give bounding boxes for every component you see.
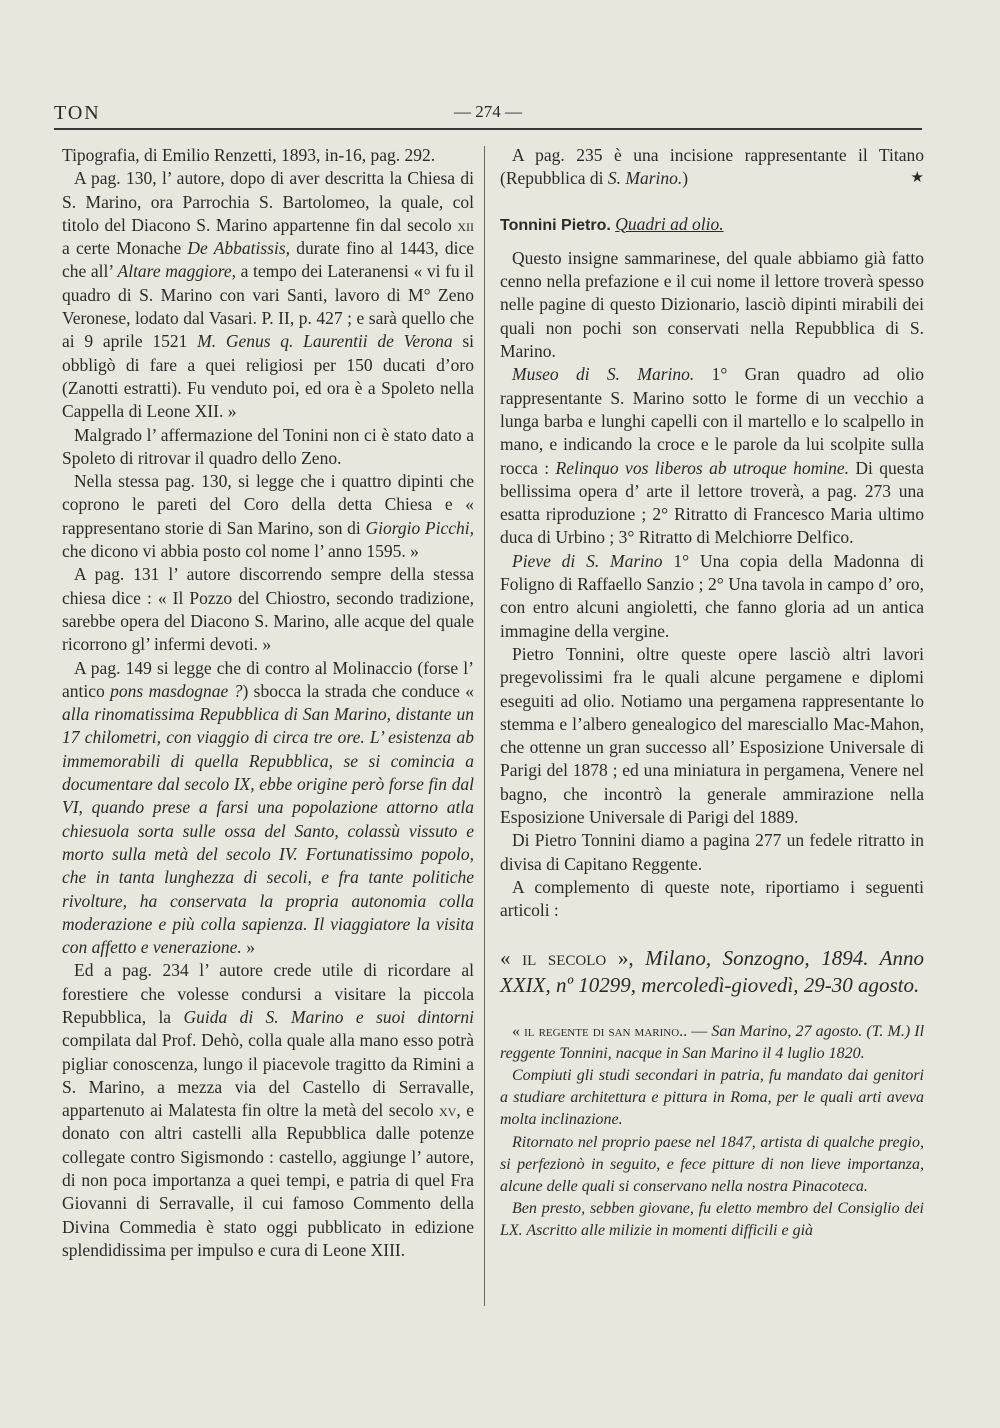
section-label: TON — [54, 102, 101, 124]
paragraph: Pietro Tonnini, oltre queste opere lasciò altri lavori pregevolissimi fra le quali alcune pergamene e diplomi eseguiti ad olio. Notiamo una pergamena rappresentante lo stemma e l’albero genealogico del maresciallo Mac-Mahon, che ottenne un gran successo all’ Esposizione Universale di Parigi del 1878 ; ed una miniatura in pergamena, Venere nel bagno, che incontrò la generale ammirazione nella Esposizione Universale di Parigi del 1889. — [500, 643, 924, 828]
paragraph: A pag. 131 l’ autore discorrendo sempre della stessa chiesa dice : « Il Pozzo del Chiostro, secondo tradizione, sarebbe opera del Diacono S. Marino, alle acque del quale ricorrono gl’ infermi devoti. » — [62, 564, 474, 655]
paragraph: Questo insigne sammarinese, del quale abbiamo già fatto cenno nella prefazione e il cui nome il lettore troverà spesso nelle pagine di questo Dizionario, lasciò dipinti mirabili dei quali non pochi son conservati nella Repubblica di S. Marino. — [500, 247, 924, 362]
paragraph: Di Pietro Tonnini diamo a pagina 277 un fedele ritratto in divisa di Capitano Reggente. — [500, 830, 924, 874]
paragraph: « il regente di san marino.. — San Marino, 27 agosto. (T. M.) Il reggente Tonnini, nacque in San Marino il 4 luglio 1820. — [500, 1022, 925, 1062]
paragraph: Nella stessa pag. 130, si legge che i quattro dipinti che coprono le pareti del Coro della detta Chiesa e « rappresentano storie di San Marino, son di Giorgio Picchi, che dicono vi abbia posto col nome l’ anno 1595. » — [62, 471, 474, 562]
paragraph: Compiuti gli studi secondari in patria, fu mandato dai genitori a studiare architettura e pittura in Roma, per le quali arti aveva molta inclinazione. — [500, 1066, 924, 1129]
paragraph: Ritornato nel proprio paese nel 1847, artista di qualche pregio, si perfezionò in seguito, e fece pitture di non lieve importanza, alcune delle quali si conservano nella nostra Pinacoteca. — [500, 1133, 924, 1195]
paragraph: Ben presto, sebben giovane, fu eletto membro del Consiglio dei LX. Ascritto alle milizie in momenti difficili e già — [500, 1200, 924, 1240]
paragraph: A pag. 130, l’ autore, dopo di aver descritta la Chiesa di S. Marino, ora Parrochia S. Bartolomeo, la quale, col titolo del Diacono S. Marino appartenne fin dal secolo xii a certe Monache De Abbatissis, durate fino al 1443, dice che all’ Altare maggiore, a tempo dei Lateranensi « vi fu il quadro di S. Marino con vari Santi, lavoro di M° Zeno Veronese, lodato dal Vasari. P. II, p. 427 ; e sarà quello che ai 9 aprile 1521 M. Genus q. Laurentii de Verona si obbligò di fare a quei religiosi per 150 ducati d’oro (Zanotti estratti). Fu venduto poi, ed ora è a Spoleto nella Cappella di Leone XII. » — [62, 168, 474, 422]
paragraph: A complemento di queste note, riportiamo i seguenti articoli : — [500, 876, 924, 921]
news-article — [500, 1021, 924, 1243]
paragraph: Pieve di S. Marino 1° Una copia della Madonna di Foligno di Raffaello Sanzio ; 2° Una tavola in campo d’ oro, con entro alcuni angioletti, che fanno gloria ad un antica immagine della vergine. — [500, 550, 924, 641]
header-rule — [54, 128, 922, 130]
right-column — [500, 144, 924, 1243]
star-icon: ★ — [910, 170, 924, 187]
entry-heading — [500, 213, 924, 237]
entry-name: Tonnini Pietro. — [500, 216, 611, 234]
column-divider — [484, 146, 485, 1306]
paragraph: Malgrado l’ affermazione del Tonini non ci è stato dato a Spoleto di ritrovar il quadro dello Zeno. — [62, 424, 474, 468]
paragraph: A pag. 235 è una incisione rappresentante il Titano (Repubblica di S. Marino.) ★ — [500, 145, 924, 189]
news-source: « il secolo », Milano, Sonzogno, 1894. Anno XXIX, nº 10299, mercoledì-giovedì, 29-30 agosto. — [500, 945, 925, 997]
entry-subject: Quadri ad olio. — [615, 213, 724, 234]
paragraph: Museo di S. Marino. 1° Gran quadro ad olio rappresentante S. Marino sotto le forme di un vecchio a lunga barba e lunghi capelli con il martello e lo scalpello in mano, e indicando la croce e le parole da lui scolpite sulla rocca : Relinquo vos liberos ab utroque homine. Di questa bellissima opera d’ arte il lettore troverà, a pag. 273 una esatta riproduzione ; 2° Ritratto di Francesco Maria ultimo duca di Urbino ; 3° Ritratto di Melchiorre Delfico. — [500, 364, 924, 548]
paragraph: A pag. 149 si legge che di contro al Molinaccio (forse l’ antico pons masdognae ?) sbocca la strada che conduce « alla rinomatissima Repubblica di San Marino, distante un 17 chilometri, con viaggio di circa tre ore. L’ esistenza ab immemorabili di quella Repubblica, se si comincia a documentare dal secolo IX, ebbe origine però forse fin dal VI, quando prese a farsi una popolazione attorno atla chiesuola sorta sulle ossa del Santo, colassù vissuto e morto sulla metà del secolo IV. Fortunatissimo popolo, che in tanta lunghezza di secoli, e fra tante politiche rivolture, ha conservata la propria autonomia colla moderazione e più colla sapienza. Il viaggiatore la visita con affetto e venerazione. » — [62, 657, 474, 958]
paragraph: Ed a pag. 234 l’ autore crede utile di ricordare al forestiere che volesse condursi a visitare la piccola Repubblica, la Guida di S. Marino e suoi dintorni compilata dal Prof. Dehò, colla quale alla mano esso potrà pigliar conoscenza, lungo il piacevole tragitto da Rimini a S. Marino, a mezza via del Castello di Serravalle, appartenuto ai Malatesta fin oltre la metà del secolo xv, e donato con altri castelli alla Repubblica dalle potenze collegate contro Sigismondo : castello, aggiunge l’ autore, di non poca importanza a quei tempi, e patria di quel Fra Giovanni di Serravalle, il cui famoso Commento della Divina Commedia è stato oggi pubblicato in edizione splendidissima per impulso e cura di Leone XIII. — [62, 960, 475, 1260]
paragraph: Tipografia, di Emilio Renzetti, 1893, in-16, pag. 292. — [62, 145, 436, 165]
left-column — [62, 144, 474, 1262]
page-number: — 274 — — [454, 102, 522, 121]
running-head — [54, 98, 922, 126]
